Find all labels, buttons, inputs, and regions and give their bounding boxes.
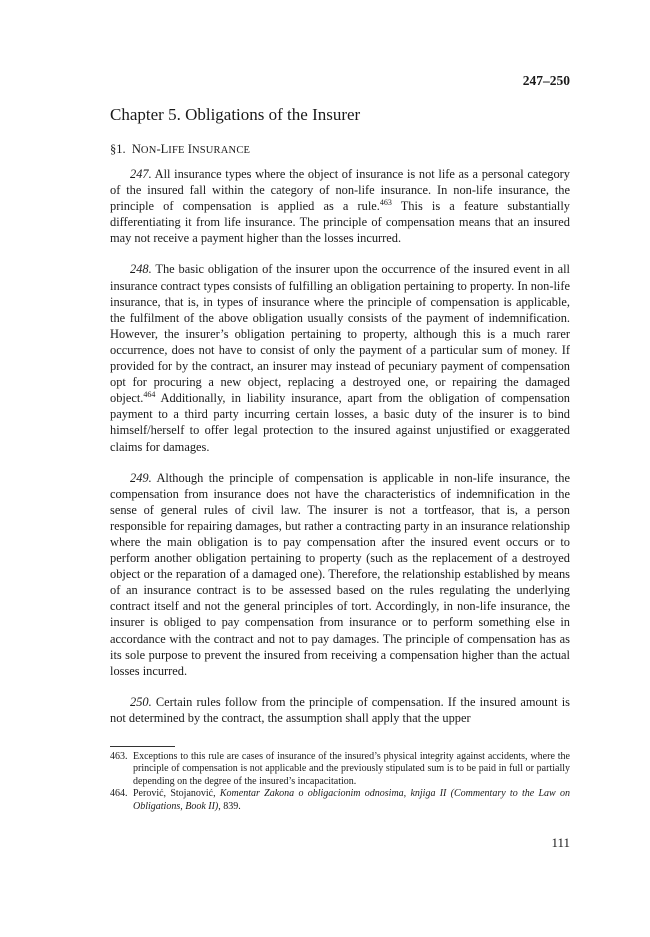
footnote-ref-464[interactable]: 464: [143, 390, 156, 400]
paragraph-number: 250.: [130, 694, 152, 709]
page-number: 111: [551, 835, 570, 850]
section-title: NON-LIFE INSURANCE: [131, 142, 251, 156]
paragraph-248: 248. The basic obligation of the insurer upon the occurrence of the insured event in all insurance contract types consists of fulfilling an obligation pertaining to property. In non-life insurance, that is, in types of insurance where the principle of compensation is applicable, the fulfilment of the above obligation usually consists of the payment of indemnification. However, the insurer’s obligation pertaining to property, although this is a much rarer occurrence, does not have to consist of only the payment of a particular sum of money. If provided for by the contract, an insurer may instead of pecuniary payment of compensation opt for procuring a new object, replacing a destroyed one, or repairing the damaged object.$^{464}$ Additionally, in liability insurance, apart from the obligation of compensation payment to a third party incurring certain losses, a basic duty of the insurer is to bind himself/herself to offer legal protection to the insured against unjustified or exaggerated claims for damages.: [110, 262, 570, 454]
section-number: §1.: [110, 142, 126, 156]
footnote-number: 464.: [110, 788, 128, 800]
chapter-title: Chapter 5. Obligations of the Insurer: [110, 105, 361, 124]
paragraph-number: 249.: [130, 470, 152, 485]
paragraph-number: 247.: [130, 167, 152, 181]
footnotes: [110, 751, 570, 813]
footnote-ref-463[interactable]: 463: [379, 198, 392, 208]
cited-work-title: Komentar Zakona o obligacionim odnosima, knjiga II (Commentary to the Law on Obligations, Book II): [133, 788, 570, 812]
body-text: [110, 166, 570, 741]
footnote-464: [110, 788, 570, 813]
paragraph-249: 249. Although the principle of compensation is applicable in non-life insurance, the compensation from insurance does not have the characteristics of indemnification in the sense of general rules of civil law. The insurer is not a tortfeasor, that is, a person responsible for repairing damages, but rather a contracting party in an insurance relationship where the main obligation is to pay compensation after the insured event occurs or to perform another obligation pertaining to property (such as the replacement of a destroyed object or the reparation of a damaged one). Therefore, the relationship established by means of an insurance contract is to be assessed based on the rules regulating the underlying contract itself and not the general principles of tort. Accordingly, in non-life insurance, the insurer is obliged to pay compensation from insurance or to perform something else in accordance with the contract and not to pay damages. The principle of compensation has as its sole purpose to prevent the insured from receiving a compensation higher than the actual losses incurred.: [110, 470, 570, 678]
footnote-number: 463.: [110, 751, 128, 762]
footnote-463: [110, 751, 570, 788]
paragraph-number: 248.: [130, 262, 152, 277]
section-heading: [110, 142, 250, 157]
running-header-paragraph-range: 247–250: [522, 73, 570, 88]
paragraph-247: 247. All insurance types where the object of insurance is not life as a personal category of the insured fall within the category of non-life insurance. In non-life insurance, the principle of compensation is applied as a rule.$^{463}$ This is a feature substantially differentiating it from life insurance. The principle of compensation means that an insured may not receive a payment higher than the losses incurred.: [110, 167, 570, 246]
footnote-text: Exceptions to this rule are cases of insurance of the insured’s physical integrity against accidents, where the principle of compensation is not applicable and the previously stipulated sum is to be paid in full or partially depending on the degree of the insured’s incapacitation.: [133, 751, 570, 787]
footnote-divider: [110, 746, 175, 747]
footnote-text: Perović, Stojanović, Komentar Zakona o obligacionim odnosima, knjiga II (Commentary to the Law on Obligations, Book II), 839.: [133, 788, 570, 812]
paragraph-250: 250. Certain rules follow from the principle of compensation. If the insured amount is not determined by the contract, the assumption shall apply that the upper: [110, 694, 570, 725]
